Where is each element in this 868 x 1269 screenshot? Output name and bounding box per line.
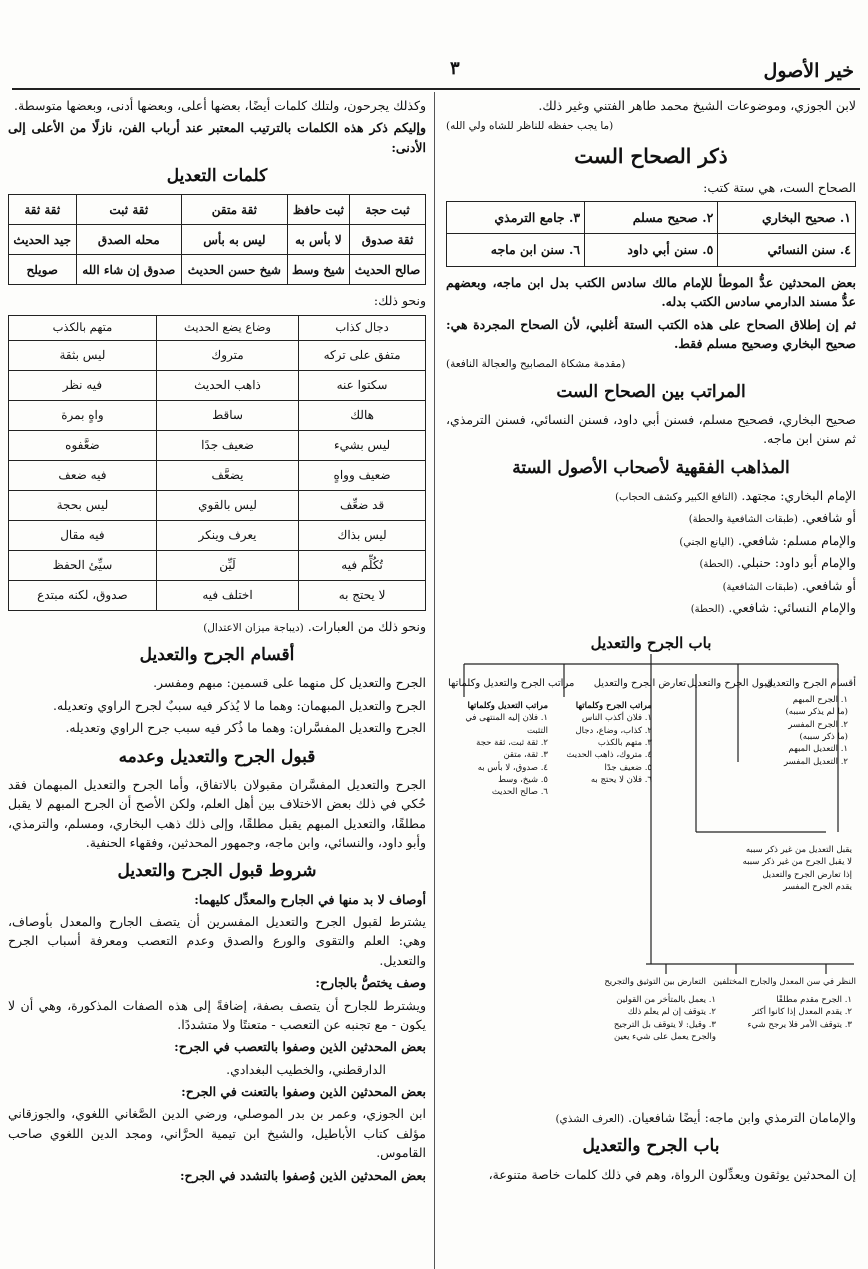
table-header: دجال كذاب (299, 315, 426, 340)
table-cell: ثقة ثبت (76, 195, 182, 225)
paragraph: الجرح والتعديل المفسَّران مقبولان بالاتفاق، وأما الجرح والتعديل المبهمان فقد حُكي في ذلك بعض الاختلاف بين أهل العلم، ولكن الأصح أن الجرح المبهم لا يقبل مطلقًا، والتعديل المبهم يقبل مطلقًا، وإلى ذلك ذهب البخاري، ومسلم، والترمذي، وأبو داود، والنسائي، وابن ماجه، وجمهور المحدثين، وفقهاء الحنفية. (8, 776, 426, 850)
table-cell: شيخ حسن الحديث (182, 255, 288, 285)
paragraph: الجرح والتعديل المفسَّران: وهما ما ذُكر فيه سبب جرح الراوي وتعديله. (65, 720, 426, 736)
table-cell: صدوق إن شاء الله (76, 255, 182, 285)
source-citation: (مقدمة مشكاة المصابيح والعجالة النافعة) (446, 358, 626, 371)
paragraph: الجرح والتعديل كل منهما على قسمين: مبهم ومفسر. (153, 675, 426, 691)
table-cell: هالك (299, 400, 426, 430)
sihah-table (446, 201, 856, 267)
table-header-row (9, 315, 426, 340)
table-cell: شيخ وسط (287, 255, 349, 285)
table-cell: ليس به بأس (182, 225, 288, 255)
table-cell: ليس بذاك (299, 520, 426, 550)
paragraph: وصف يختصُّ بالجارح: (315, 975, 426, 991)
paragraph: الجرح والتعديل المبهمان: وهما ما لا يُذكر فيه سببٌ لجرح الراوي وتعديله. (53, 697, 426, 713)
paragraph: ابن الجوزي، وعمر بن بدر الموصلي، ورضي الدين الصَّغاني اللغوي، والجوزقاني مؤلف كتاب الأباطيل، والشيخ ابن تيمية الحرَّاني، ومجد الدين اللغوي صاحب القاموس. (8, 1106, 426, 1161)
table-row (9, 550, 426, 580)
table-cell: ليس بشيء (299, 430, 426, 460)
table-cell: جيد الحديث (9, 225, 77, 255)
table-row (9, 195, 426, 225)
table-cell: قد ضعِّف (299, 490, 426, 520)
tadil-ranks: مراتب التعديل وكلماتها ١. فلان إليه المنتهى في التثبت ٢. ثقة ثبت، ثقة حجة ٣. ثقة، متقن ٤. صدوق، لا بأس به ٥. شيخ، وسط ٦. صالح الحديث (465, 700, 548, 798)
table-cell: واهٍ بمرة (9, 400, 157, 430)
table-cell: لَيِّن (156, 550, 298, 580)
book-title: خير الأصول (763, 60, 854, 82)
diagram-branch: أقسام الجرح والتعديل (765, 677, 856, 689)
jarh-table (8, 315, 426, 611)
table-cell: صالح الحديث (350, 255, 426, 285)
diagram-title: باب الجرح والتعديل (590, 633, 712, 652)
list-item: والإمام النسائي: شافعي. (الحطة) (690, 600, 856, 616)
table-cell: ليس بالقوي (156, 490, 298, 520)
paragraph: ويشترط للجارح أن يتصف بصفة، إضافةً إلى هذه الصفات المذكورة، وهي أن لا يكون - مع تجنبه عن التعصب - متعنتًا ولا متشددًا. (8, 997, 426, 1032)
header-rule (12, 88, 860, 90)
aqsam-list: ١. الجرح المبهم (ما لم يذكر سببه) ٢. الجرح المفسر (ما ذكر سببه) ١. التعديل المبهم ٢. التعديل المفسر (783, 694, 848, 767)
list-item: والإمام مسلم: شافعي. (اليانع الجني) (679, 532, 856, 548)
bottom-branch: التعارض بين التوثيق والتجريح (604, 976, 706, 987)
table-row (9, 255, 426, 285)
heading-shurut: شروط قبول الجرح والتعديل (117, 861, 317, 882)
table-row (9, 400, 426, 430)
right-column (446, 96, 856, 1187)
table-cell: لا يحتج به (299, 580, 426, 610)
table-cell: متفق على تركه (299, 340, 426, 370)
paragraph: ثم إن إطلاق الصحاح على هذه الكتب الستة أغلبي، لأن الصحاح المجردة هي: صحيح البخاري وصحيح مسلم فقط. (446, 316, 856, 351)
left-column (8, 96, 426, 1188)
table-row (447, 234, 856, 266)
heading-bab: باب الجرح والتعديل (582, 1136, 720, 1157)
table-cell: صدوق، لكنه مبتدع (9, 580, 157, 610)
table-row (9, 225, 426, 255)
table-cell: ليس بثقة (9, 340, 157, 370)
paragraph: أوصاف لا بد منها في الجارح والمعدِّل كليهما: (194, 891, 426, 907)
madhahib-list (446, 486, 856, 618)
table-cell: سكتوا عنه (299, 370, 426, 400)
paragraph: ونحو ذلك من العبارات. (ديباجة ميزان الاعتدال) (203, 618, 426, 634)
table-row (9, 340, 426, 370)
heading-kalimat: كلمات التعديل (166, 166, 268, 187)
heading-qubul: قبول الجرح والتعديل وعدمه (118, 746, 316, 767)
table-cell: فيه نظر (9, 370, 157, 400)
table-cell: فيه ضعف (9, 460, 157, 490)
diagram-branch: قبول الجرح والتعديل (687, 677, 772, 689)
table-row (447, 202, 856, 234)
page-header (12, 58, 860, 86)
table-cell: ٥. سنن أبي داود (585, 234, 718, 266)
list-item: أو شافعي. (طبقات الشافعية) (722, 577, 856, 593)
table-cell: يعرف وينكر (156, 520, 298, 550)
page-number: ٣ (450, 58, 460, 79)
paragraph: بعض المحدثين الذين وصفوا بالتعنت في الجرح: (181, 1084, 426, 1100)
table-cell: ٢. صحيح مسلم (585, 202, 718, 234)
table-cell: ذاهب الحديث (156, 370, 298, 400)
table-cell: تُكُلِّم فيه (299, 550, 426, 580)
paragraph: إن المحدثين يوثقون ويعدِّلون الرواة، وهم في ذلك كلمات خاصة متنوعة، (488, 1166, 856, 1182)
heading-aqsam: أقسام الجرح والتعديل (139, 645, 295, 666)
table-cell: ضعيف جدًا (156, 430, 298, 460)
paragraph: وكذلك يجرحون، ولتلك كلمات أيضًا، بعضها أعلى، وبعضها أدنى، وبعضها متوسطة. (14, 98, 426, 113)
paragraph: والإمامان الترمذي وابن ماجه: أيضًا شافعيان. (العرف الشذي) (555, 1109, 856, 1125)
table-cell: ضعَّفوه (9, 430, 157, 460)
table-cell: ساقط (156, 400, 298, 430)
bottom-notes-a: ١. الجرح مقدم مطلقًا ٢. يقدم المعدل إذا كانوا أكثر ٣. يتوقف الأمر فلا يرجح شيء (747, 994, 852, 1030)
heading-maratib: المراتب بين الصحاح الست (556, 381, 746, 402)
table-row (9, 370, 426, 400)
bottom-notes-b: ١. يعمل بالمتأخر من القولين ٢. يتوقف إن لم يعلم ذلك ٣. وقيل: لا يتوقف بل الترجيح والجرح يعمل على شيء يعين (613, 994, 716, 1042)
paragraph: لابن الجوزي، وموضوعات الشيخ محمد طاهر الفتني وغير ذلك. (538, 98, 856, 113)
paragraph: صحيح البخاري، فصحيح مسلم، فسنن أبي داود، فسنن النسائي، فسنن الترمذي، ثم سنن ابن ماجه. (446, 411, 856, 447)
table-cell: متروك (156, 340, 298, 370)
table-row (9, 460, 426, 490)
table-cell: ثبت حجة (350, 195, 426, 225)
paragraph: الصحاح الست، هي ستة كتب: (703, 179, 856, 195)
table-cell: ثبت حافظ (287, 195, 349, 225)
table-cell: صويلح (9, 255, 77, 285)
table-cell: لا بأس به (287, 225, 349, 255)
paragraph: بعض المحدثين الذين وُصفوا بالتشدد في الجرح: (179, 1167, 426, 1183)
table-cell: محله الصدق (76, 225, 182, 255)
paragraph: بعض المحدثين عدُّ الموطأ للإمام مالك سادس الكتب بدل ابن ماجه، وبعضهم عدُّ مسند الدارمي سادس الكتب بدله. (446, 274, 856, 310)
table-row (9, 430, 426, 460)
paragraph: بعض المحدثين الذين وصفوا بالتعصب في الجرح: (174, 1039, 426, 1055)
table-cell: اختلف فيه (156, 580, 298, 610)
heading-madhahib: المذاهب الفقهية لأصحاب الأصول الستة (512, 457, 790, 478)
table-row (9, 520, 426, 550)
diagram-branch: مراتب الجرح والتعديل وكلماتها (448, 677, 575, 689)
column-divider (434, 92, 435, 1269)
jarh-tadil-diagram (446, 632, 856, 1102)
source-citation: (ما يجب حفظه للناظر للشاه ولي الله) (446, 120, 614, 133)
table-cell: ثقة صدوق (350, 225, 426, 255)
table-cell: يضعَّف (156, 460, 298, 490)
table-header: وضاع يضع الحديث (156, 315, 298, 340)
table-cell: ثقة متقن (182, 195, 288, 225)
diagram-branch: تعارض الجرح والتعديل (593, 677, 686, 689)
paragraph: يشترط لقبول الجرح والتعديل المفسرين أن يتصف الجارح والمعدل بأوصاف، وهي: العلم والتقوى والورع والصدق وعدم التعصب ومعرفة أسباب الجرح والتعديل. (8, 914, 426, 968)
table-cell: ثقة ثقة (9, 195, 77, 225)
list-item: أو شافعي. (طبقات الشافعية والحطة) (688, 510, 856, 526)
table-cell: ١. صحيح البخاري (718, 202, 856, 234)
table-row (9, 490, 426, 520)
paragraph: وإليكم ذكر هذه الكلمات بالترتيب المعتبر عند أرباب الفن، نازلًا من الأعلى إلى الأدنى: (8, 120, 426, 155)
table-cell: فيه مقال (9, 520, 157, 550)
list-item: الإمام البخاري: مجتهد. (النافع الكبير وكشف الحجاب) (615, 487, 856, 503)
table-cell: ٣. جامع الترمذي (447, 202, 585, 234)
table-cell: ٤. سنن النسائي (718, 234, 856, 266)
table-cell: ليس بحجة (9, 490, 157, 520)
table-row (9, 580, 426, 610)
table-header: متهم بالكذب (9, 315, 157, 340)
table-cell: سيِّئ الحفظ (9, 550, 157, 580)
table-cell: ضعيف وواهٍ (299, 460, 426, 490)
kalimat-table (8, 194, 426, 285)
list-item: والإمام أبو داود: حنبلي. (الحطة) (699, 555, 856, 571)
paragraph: الدارقطني، والخطيب البغدادي. (226, 1061, 386, 1077)
bottom-branch: النظر في سن المعدل والجارح المختلفين (713, 976, 856, 987)
shurut-notes: يقبل التعديل من غير ذكر سببه لا يقبل الجرح من غير ذكر سببه إذا تعارض الجرح والتعديل يقدم الجرح المفسر (742, 844, 852, 892)
heading-sihah: ذكر الصحاح الست (574, 143, 728, 168)
jarh-ranks: مراتب الجرح وكلماتها ١. فلان أكذب الناس ٢. كذاب، وضاع، دجال ٣. متهم بالكذب ٤. متروك، ذاهب الحديث ٥. ضعيف جدًا ٦. فلان لا يحتج به (566, 700, 652, 785)
paragraph: ونحو ذلك: (373, 293, 426, 309)
table-cell: ٦. سنن ابن ماجه (447, 234, 585, 266)
